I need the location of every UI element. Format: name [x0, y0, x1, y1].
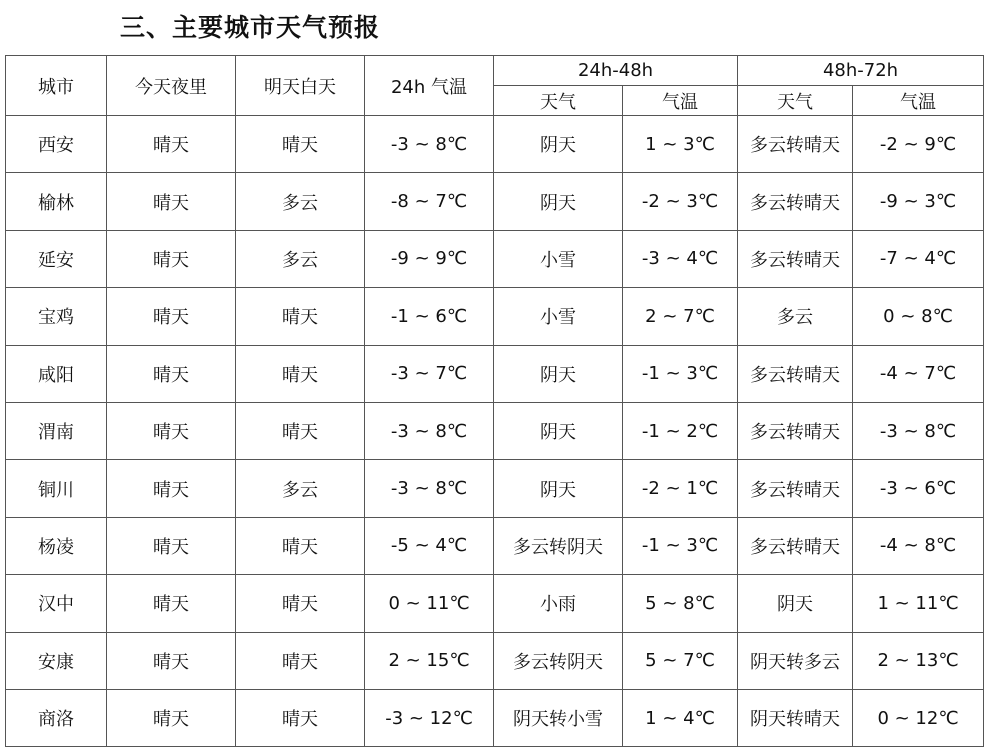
- table-row: [6, 460, 984, 517]
- tomorrow-day-cell: 晴天: [236, 116, 365, 173]
- table-row: [6, 230, 984, 287]
- weather-48-72-cell: 多云: [738, 288, 853, 345]
- weather-24-48-cell: 阴天: [494, 116, 623, 173]
- temp-24-48-cell: -1 ~ 3℃: [623, 517, 738, 574]
- temp-24-48-cell: -1 ~ 3℃: [623, 345, 738, 402]
- temp-24-48-cell: 5 ~ 8℃: [623, 575, 738, 632]
- temp-24h-cell: -8 ~ 7℃: [365, 173, 494, 230]
- header-weather-24-48: 天气: [494, 86, 623, 116]
- temp-24-48-cell: 2 ~ 7℃: [623, 288, 738, 345]
- weather-48-72-cell: 多云转晴天: [738, 116, 853, 173]
- weather-24-48-cell: 阴天转小雪: [494, 689, 623, 746]
- city-cell: 杨凌: [6, 517, 107, 574]
- tomorrow-day-cell: 多云: [236, 173, 365, 230]
- temp-48-72-cell: -3 ~ 8℃: [853, 402, 984, 459]
- header-row-top: [6, 56, 984, 86]
- temp-24h-cell: -1 ~ 6℃: [365, 288, 494, 345]
- temp-24-48-cell: -3 ~ 4℃: [623, 230, 738, 287]
- tonight-cell: 晴天: [107, 460, 236, 517]
- temp-48-72-cell: -4 ~ 7℃: [853, 345, 984, 402]
- table-row: [6, 689, 984, 746]
- tonight-cell: 晴天: [107, 402, 236, 459]
- temp-24-48-cell: -2 ~ 1℃: [623, 460, 738, 517]
- weather-24-48-cell: 小雪: [494, 230, 623, 287]
- tomorrow-day-cell: 晴天: [236, 689, 365, 746]
- table-row: [6, 173, 984, 230]
- temp-24h-cell: -5 ~ 4℃: [365, 517, 494, 574]
- weather-48-72-cell: 阴天: [738, 575, 853, 632]
- weather-24-48-cell: 小雪: [494, 288, 623, 345]
- header-tonight: 今天夜里: [107, 56, 236, 116]
- tonight-cell: 晴天: [107, 345, 236, 402]
- temp-24h-cell: -3 ~ 7℃: [365, 345, 494, 402]
- temp-24h-cell: -3 ~ 8℃: [365, 460, 494, 517]
- city-cell: 西安: [6, 116, 107, 173]
- forecast-body: [6, 116, 984, 747]
- weather-48-72-cell: 多云转晴天: [738, 460, 853, 517]
- tonight-cell: 晴天: [107, 173, 236, 230]
- table-row: [6, 116, 984, 173]
- table-row: [6, 517, 984, 574]
- temp-48-72-cell: 0 ~ 8℃: [853, 288, 984, 345]
- forecast-table: [5, 55, 984, 747]
- tomorrow-day-cell: 晴天: [236, 288, 365, 345]
- tonight-cell: 晴天: [107, 575, 236, 632]
- tomorrow-day-cell: 晴天: [236, 517, 365, 574]
- weather-48-72-cell: 多云转晴天: [738, 517, 853, 574]
- city-cell: 宝鸡: [6, 288, 107, 345]
- weather-24-48-cell: 小雨: [494, 575, 623, 632]
- weather-48-72-cell: 多云转晴天: [738, 345, 853, 402]
- temp-24h-cell: -3 ~ 8℃: [365, 402, 494, 459]
- header-temp-48-72: 气温: [853, 86, 984, 116]
- header-tomorrow-day: 明天白天: [236, 56, 365, 116]
- tonight-cell: 晴天: [107, 116, 236, 173]
- table-row: [6, 632, 984, 689]
- tonight-cell: 晴天: [107, 288, 236, 345]
- temp-24-48-cell: -2 ~ 3℃: [623, 173, 738, 230]
- tomorrow-day-cell: 多云: [236, 230, 365, 287]
- temp-48-72-cell: 2 ~ 13℃: [853, 632, 984, 689]
- temp-48-72-cell: -9 ~ 3℃: [853, 173, 984, 230]
- temp-48-72-cell: -2 ~ 9℃: [853, 116, 984, 173]
- tonight-cell: 晴天: [107, 632, 236, 689]
- weather-48-72-cell: 多云转晴天: [738, 402, 853, 459]
- tomorrow-day-cell: 晴天: [236, 632, 365, 689]
- temp-24h-cell: 0 ~ 11℃: [365, 575, 494, 632]
- temp-48-72-cell: 1 ~ 11℃: [853, 575, 984, 632]
- weather-48-72-cell: 多云转晴天: [738, 173, 853, 230]
- temp-24h-cell: 2 ~ 15℃: [365, 632, 494, 689]
- temp-24-48-cell: 5 ~ 7℃: [623, 632, 738, 689]
- table-row: [6, 345, 984, 402]
- city-cell: 渭南: [6, 402, 107, 459]
- temp-48-72-cell: -3 ~ 6℃: [853, 460, 984, 517]
- header-city: 城市: [6, 56, 107, 116]
- temp-48-72-cell: 0 ~ 12℃: [853, 689, 984, 746]
- tomorrow-day-cell: 晴天: [236, 402, 365, 459]
- city-cell: 商洛: [6, 689, 107, 746]
- temp-24h-cell: -3 ~ 12℃: [365, 689, 494, 746]
- tonight-cell: 晴天: [107, 517, 236, 574]
- header-period-24-48: 24h-48h: [494, 56, 738, 86]
- tomorrow-day-cell: 晴天: [236, 345, 365, 402]
- tomorrow-day-cell: 多云: [236, 460, 365, 517]
- table-row: [6, 575, 984, 632]
- temp-24-48-cell: -1 ~ 2℃: [623, 402, 738, 459]
- tonight-cell: 晴天: [107, 689, 236, 746]
- temp-24h-cell: -3 ~ 8℃: [365, 116, 494, 173]
- city-cell: 汉中: [6, 575, 107, 632]
- weather-48-72-cell: 阴天转晴天: [738, 689, 853, 746]
- header-temp-24h: 24h 气温: [365, 56, 494, 116]
- city-cell: 榆林: [6, 173, 107, 230]
- temp-48-72-cell: -7 ~ 4℃: [853, 230, 984, 287]
- temp-48-72-cell: -4 ~ 8℃: [853, 517, 984, 574]
- header-period-48-72: 48h-72h: [738, 56, 984, 86]
- header-weather-48-72: 天气: [738, 86, 853, 116]
- weather-48-72-cell: 多云转晴天: [738, 230, 853, 287]
- weather-24-48-cell: 阴天: [494, 345, 623, 402]
- tonight-cell: 晴天: [107, 230, 236, 287]
- city-cell: 延安: [6, 230, 107, 287]
- temp-24-48-cell: 1 ~ 3℃: [623, 116, 738, 173]
- table-row: [6, 402, 984, 459]
- weather-24-48-cell: 阴天: [494, 402, 623, 459]
- header-temp-24-48: 气温: [623, 86, 738, 116]
- tomorrow-day-cell: 晴天: [236, 575, 365, 632]
- temp-24-48-cell: 1 ~ 4℃: [623, 689, 738, 746]
- city-cell: 铜川: [6, 460, 107, 517]
- city-cell: 安康: [6, 632, 107, 689]
- weather-24-48-cell: 多云转阴天: [494, 517, 623, 574]
- page-title: 三、主要城市天气预报: [120, 13, 381, 42]
- weather-24-48-cell: 阴天: [494, 460, 623, 517]
- weather-24-48-cell: 多云转阴天: [494, 632, 623, 689]
- weather-24-48-cell: 阴天: [494, 173, 623, 230]
- table-row: [6, 288, 984, 345]
- temp-24h-cell: -9 ~ 9℃: [365, 230, 494, 287]
- weather-48-72-cell: 阴天转多云: [738, 632, 853, 689]
- city-cell: 咸阳: [6, 345, 107, 402]
